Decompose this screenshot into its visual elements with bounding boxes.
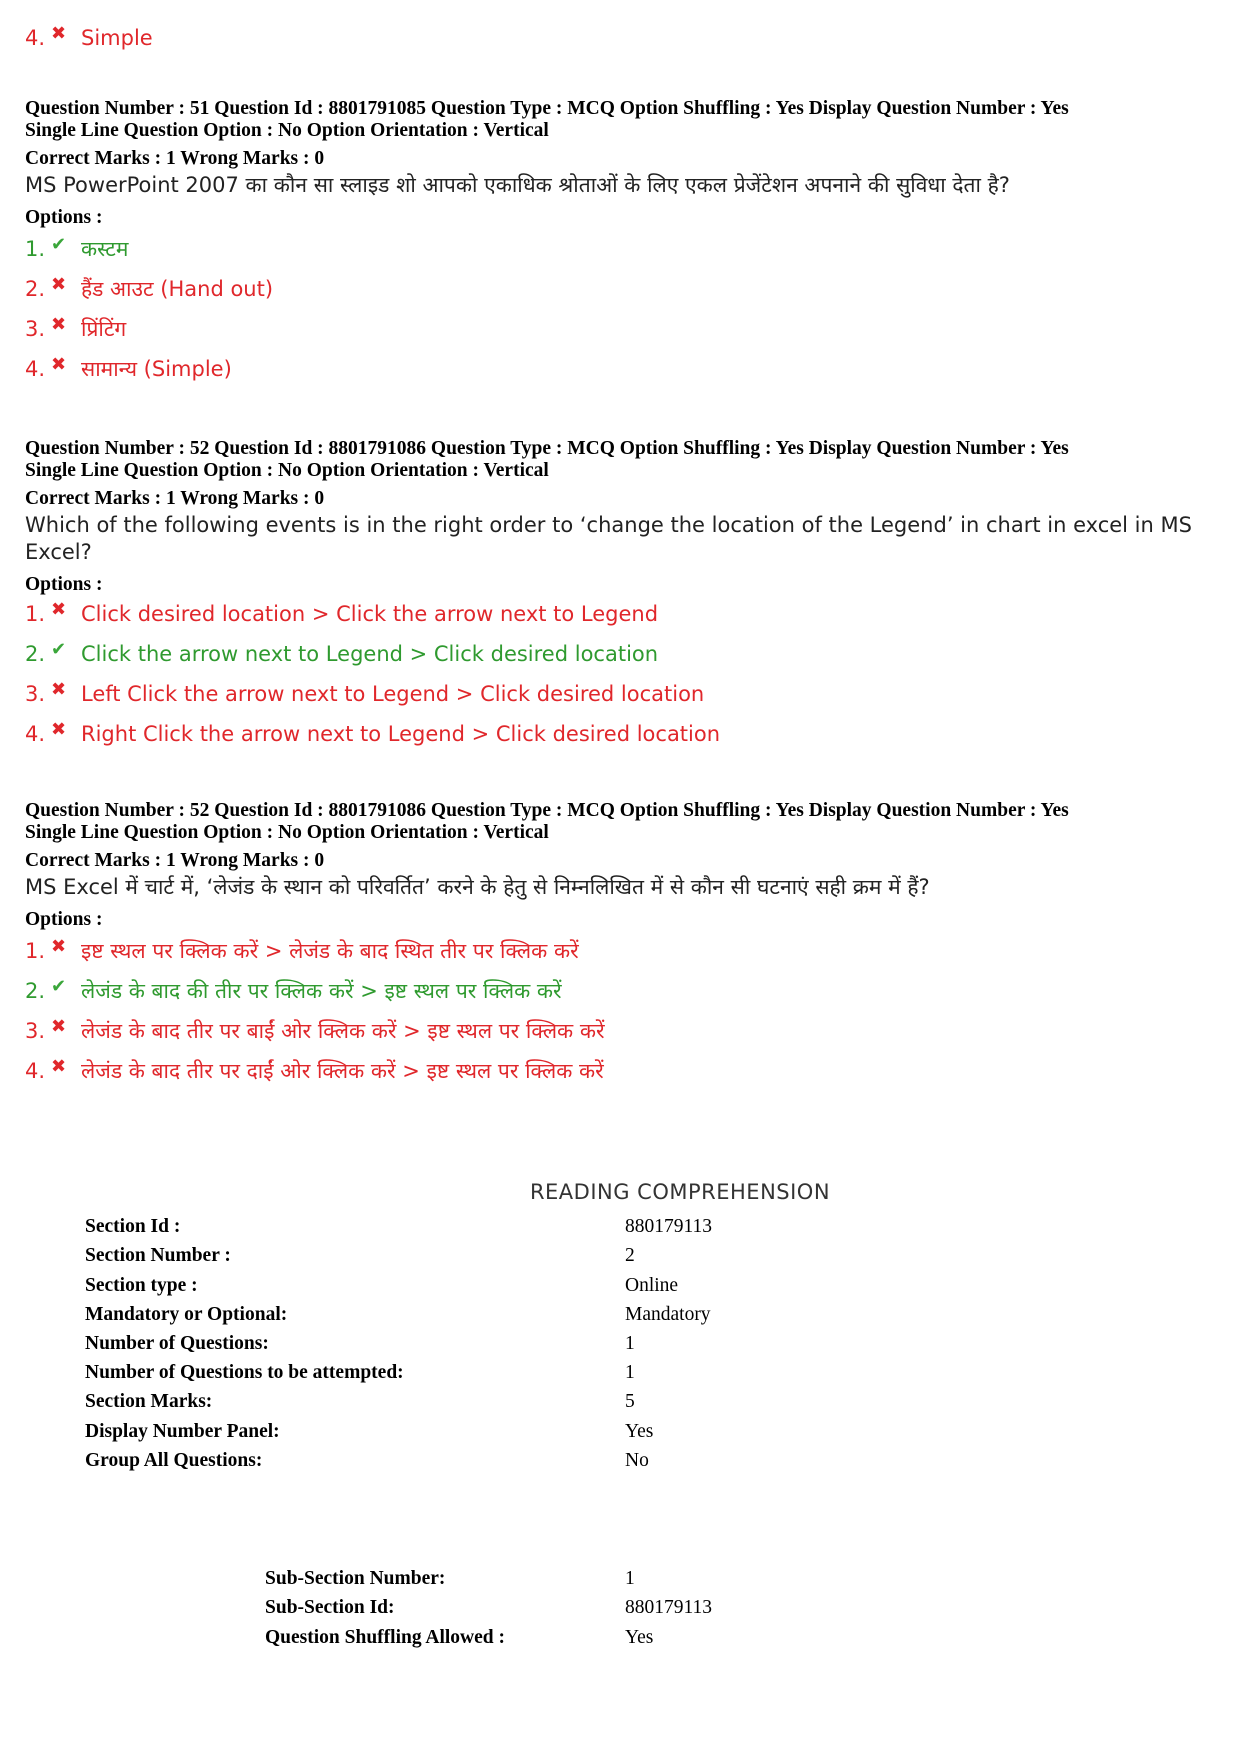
cross-icon: ✖ xyxy=(51,1016,67,1037)
question-text: Which of the following events is in the right order to ‘change the location of the Legend’ in chart in excel in MS Excel? xyxy=(25,513,1192,564)
section-row-key: Number of Questions to be attempted: xyxy=(85,1362,404,1383)
question-meta-line: Single Line Question Option : No Option Orientation : Vertical xyxy=(25,460,549,481)
question-marks: Correct Marks : 1 Wrong Marks : 0 xyxy=(25,148,325,169)
options-label: Options : xyxy=(25,909,103,930)
subsection-row-key: Question Shuffling Allowed : xyxy=(265,1627,506,1648)
question-block xyxy=(25,800,1215,1097)
option-number: 2. xyxy=(25,642,46,666)
check-icon: ✔ xyxy=(51,639,67,660)
option-number: 3. xyxy=(25,317,46,341)
option-item xyxy=(25,315,1215,355)
options-list xyxy=(25,599,1215,762)
option-number: 1. xyxy=(25,237,46,261)
question-text: MS Excel में चार्ट में, ‘लेजंड के स्थान को परिवर्तित’ करने के हेतु से निम्नलिखित में से कौन सी घटनाएं सही क्रम में हैं? xyxy=(25,875,930,899)
subsection-row-key: Sub-Section Id: xyxy=(265,1597,395,1618)
section-row-value: Yes xyxy=(625,1421,654,1442)
section-details-table xyxy=(85,1216,1185,1496)
cross-icon: ✖ xyxy=(51,1056,67,1077)
question-meta-line: Single Line Question Option : No Option Orientation : Vertical xyxy=(25,120,549,141)
cross-icon: ✖ xyxy=(51,354,67,375)
section-row-value: 1 xyxy=(625,1333,635,1354)
question-meta xyxy=(25,800,1215,844)
subsection-row-value: 880179113 xyxy=(625,1597,713,1618)
question-block xyxy=(25,438,1215,762)
question-block xyxy=(25,98,1215,395)
option-number: 4. xyxy=(25,1059,46,1083)
subsection-row-key: Sub-Section Number: xyxy=(265,1568,446,1589)
section-row-key: Section type : xyxy=(85,1275,198,1296)
options-list xyxy=(25,235,1215,395)
section-info xyxy=(25,1180,1215,1204)
question-text: MS PowerPoint 2007 का कौन सा स्लाइड शो आपको एकाधिक श्रोताओं के लिए एकल प्रेजेंटेशन अपनाने की सुविधा देता है? xyxy=(25,173,1010,197)
option-number: 3. xyxy=(25,1019,46,1043)
option-text: Simple xyxy=(81,26,153,50)
check-icon: ✔ xyxy=(51,234,67,255)
option-item xyxy=(25,1017,1215,1057)
section-row-key: Group All Questions: xyxy=(85,1450,263,1471)
option-number: 2. xyxy=(25,979,46,1003)
section-row-value: Mandatory xyxy=(625,1304,711,1325)
subsection-row-value: 1 xyxy=(625,1568,635,1589)
option-number: 4. xyxy=(25,26,46,50)
cross-icon: ✖ xyxy=(51,936,67,957)
subsection-row-value: Yes xyxy=(625,1627,654,1648)
option-text: लेजंड के बाद की तीर पर क्लिक करें > इष्ट स्थल पर क्लिक करें xyxy=(81,979,562,1003)
option-text: हैंड आउट (Hand out) xyxy=(81,277,274,301)
option-item xyxy=(25,679,1215,722)
question-meta-line: Single Line Question Option : No Option Orientation : Vertical xyxy=(25,822,549,843)
option-text: कस्टम xyxy=(81,237,129,261)
options-list xyxy=(25,937,1215,1097)
section-row-value: 1 xyxy=(625,1362,635,1383)
section-row-key: Display Number Panel: xyxy=(85,1421,280,1442)
option-item xyxy=(25,23,153,66)
cross-icon: ✖ xyxy=(51,274,67,295)
section-row-key: Section Id : xyxy=(85,1216,181,1237)
option-number: 4. xyxy=(25,722,46,746)
option-text: सामान्य (Simple) xyxy=(81,357,232,381)
section-row-key: Section Marks: xyxy=(85,1391,213,1412)
section-row-value: 880179113 xyxy=(625,1216,713,1237)
option-text: इष्ट स्थल पर क्लिक करें > लेजंड के बाद स्थित तीर पर क्लिक करें xyxy=(81,939,579,963)
option-number: 1. xyxy=(25,939,46,963)
question-meta-line: Question Number : 52 Question Id : 8801791086 Question Type : MCQ Option Shuffling : Yes Display Question Number : Yes xyxy=(25,800,1069,821)
subsection-details-table xyxy=(265,1568,1165,1668)
check-icon: ✔ xyxy=(51,976,67,997)
option-number: 4. xyxy=(25,357,46,381)
cross-icon: ✖ xyxy=(51,599,67,620)
option-number: 3. xyxy=(25,682,46,706)
section-row-value: No xyxy=(625,1450,649,1471)
question-marks: Correct Marks : 1 Wrong Marks : 0 xyxy=(25,850,325,871)
option-item xyxy=(25,275,1215,315)
option-item xyxy=(25,719,1215,762)
options-label: Options : xyxy=(25,207,103,228)
option-item xyxy=(25,977,1215,1017)
question-meta xyxy=(25,438,1215,482)
section-row-value: 2 xyxy=(625,1245,635,1266)
option-item xyxy=(25,355,1215,395)
option-text: Right Click the arrow next to Legend > Click desired location xyxy=(81,722,721,746)
option-text: Click the arrow next to Legend > Click desired location xyxy=(81,642,659,666)
section-title: READING COMPREHENSION xyxy=(529,1180,831,1204)
question-marks: Correct Marks : 1 Wrong Marks : 0 xyxy=(25,488,325,509)
option-item xyxy=(25,1057,1215,1097)
section-row-key: Section Number : xyxy=(85,1245,231,1266)
question-meta-line: Question Number : 52 Question Id : 8801791086 Question Type : MCQ Option Shuffling : Yes Display Question Number : Yes xyxy=(25,438,1069,459)
cross-icon: ✖ xyxy=(51,23,67,44)
option-text: प्रिंटिंग xyxy=(81,317,127,341)
option-item xyxy=(25,235,1215,275)
section-row-key: Mandatory or Optional: xyxy=(85,1304,288,1325)
cross-icon: ✖ xyxy=(51,719,67,740)
option-text: लेजंड के बाद तीर पर बाईं ओर क्लिक करें > इष्ट स्थल पर क्लिक करें xyxy=(81,1019,605,1043)
cross-icon: ✖ xyxy=(51,314,67,335)
options-label: Options : xyxy=(25,574,103,595)
section-row-key: Number of Questions: xyxy=(85,1333,269,1354)
option-text: Left Click the arrow next to Legend > Click desired location xyxy=(81,682,705,706)
option-text: लेजंड के बाद तीर पर दाईं ओर क्लिक करें > इष्ट स्थल पर क्लिक करें xyxy=(81,1059,604,1083)
question-meta xyxy=(25,98,1215,142)
section-row-value: 5 xyxy=(625,1391,635,1412)
option-number: 1. xyxy=(25,602,46,626)
section-row-value: Online xyxy=(625,1275,679,1296)
option-item xyxy=(25,639,1215,682)
option-number: 2. xyxy=(25,277,46,301)
question-meta-line: Question Number : 51 Question Id : 8801791085 Question Type : MCQ Option Shuffling : Yes Display Question Number : Yes xyxy=(25,98,1069,119)
option-item xyxy=(25,937,1215,977)
option-item xyxy=(25,599,1215,642)
option-text: Click desired location > Click the arrow next to Legend xyxy=(81,602,659,626)
cross-icon: ✖ xyxy=(51,679,67,700)
previous-question-options xyxy=(25,23,153,66)
